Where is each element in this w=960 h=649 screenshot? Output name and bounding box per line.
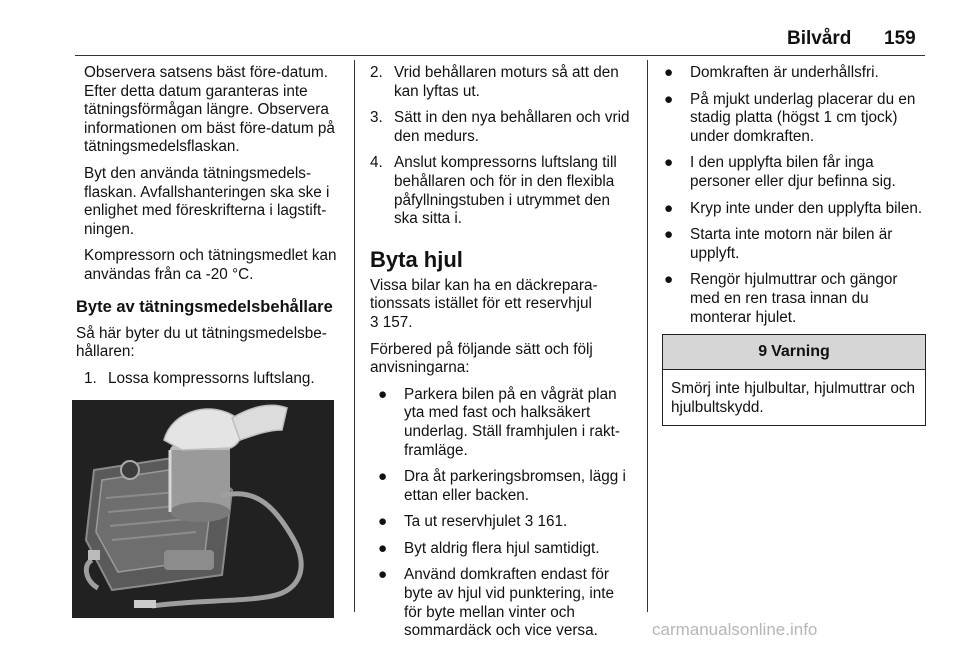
page-header (0, 28, 960, 52)
paragraph-intro: Så här byter du ut tätningsmedelsbe-hållaren: (76, 324, 327, 361)
paragraph-expiry: Observera satsens bäst före-datum. Efter detta datum garanteras inte tätningsförmågan längre. Observera informationen om bäst före-datum på tätningsmedelsflaskan. (84, 64, 335, 156)
list-item: ● Kryp inte under den upplyfta bilen. (664, 199, 923, 217)
step-3: 3. Sätt in den nya behållaren och vrid den medurs. (370, 109, 630, 145)
preparation-list (378, 386, 635, 641)
column-divider-2 (647, 60, 648, 612)
list-item: ● På mjukt underlag placerar du en stadig platta (högst 1 cm tjock) under domkraften. (664, 90, 916, 145)
section-title: Bilvård (787, 28, 852, 49)
compressor-photo (72, 400, 334, 618)
warning-icon: 9 (758, 343, 768, 360)
list-item: ● Parkera bilen på en vågrät plan yta med fast och halksäkert underlag. Ställ framhjulen i rakt-framläge. (378, 385, 620, 459)
column-divider-1 (354, 60, 355, 612)
heading-change-wheel: Byta hjul (370, 246, 463, 272)
list-item: ● Starta inte motorn när bilen är upplyft. (664, 226, 893, 262)
heading-replace-container: Byte av tätningsmedelsbehållare (76, 297, 333, 316)
list-item: ● Domkraften är underhållsfri. (664, 64, 879, 81)
paragraph-prepare: Förbered på följande sätt och följ anvisningarna: (370, 340, 593, 377)
paragraph-repair-kit: Vissa bilar kan ha en däckrepara-tionssats istället för ett reservhjul 3 157. (370, 276, 598, 331)
column-2 (370, 64, 635, 649)
paragraph-replace-bottle: Byt den använda tätningsmedels-flaskan. Avfallshanteringen ska ske i enlighet med föreskrifterna i lagstift-ningen. (84, 164, 330, 238)
list-item: ● Rengör hjulmuttrar och gängor med en ren trasa innan du monterar hjulet. (664, 271, 898, 326)
watermark: carmanualsonline.info (652, 620, 818, 639)
page-reference: 3 157. (370, 313, 413, 331)
paragraph-temperature: Kompressorn och tätningsmedlet kan användas från ca -20 °C. (84, 247, 337, 283)
list-item: ● I den upplyfta bilen får inga personer eller djur befinna sig. (664, 154, 896, 190)
step-4: 4. Anslut kompressorns luftslang till behållaren och för in den flexibla påfyllningstuben i utrymmet den ska sitta i. (370, 154, 617, 228)
warning-header (663, 335, 925, 370)
warning-box (662, 334, 926, 426)
list-item: ● Byt aldrig flera hjul samtidigt. (378, 539, 600, 557)
list-item: ● Använd domkraften endast för byte av hjul vid punktering, inte för byte mellan vinter och sommardäck och vice versa. (378, 566, 615, 640)
list-item: ● Ta ut reservhjulet 3 161. (378, 513, 568, 531)
column-3 (664, 64, 926, 335)
header-rule (75, 55, 925, 56)
warning-text: Smörj inte hjulbultar, hjulmuttrar och hjulbultskydd. (671, 380, 916, 416)
step-2: 2. Vrid behållaren moturs så att den kan lyftas ut. (370, 64, 619, 100)
column-1 (76, 64, 340, 618)
warning-title: Varning (771, 343, 830, 360)
page-number: 159 (884, 28, 916, 49)
step-1: 1. Lossa kompressorns luftslang. (84, 369, 315, 387)
list-item: ● Dra åt parkeringsbromsen, lägg i ettan eller backen. (378, 468, 626, 504)
